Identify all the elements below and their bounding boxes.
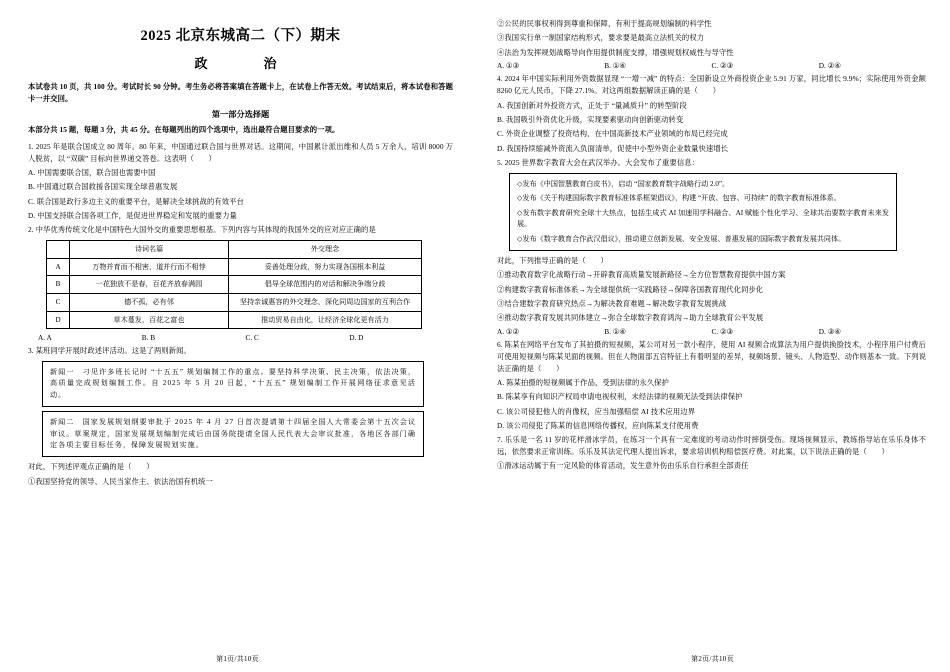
question-4-stem: 4. 2024 年中国实际利用外资数据显现 “一增一减” 的特点：全国新设立外商投资企业 5.91 万家，同比增长 9.9%；实际使用外资金额 8260 亿元人民币，下降 27.1%。对这两组数据解读正确的是（ ） — [497, 74, 926, 96]
question-5-tail: 对此，下列推导正确的是（ ） — [497, 256, 608, 266]
table-row — [47, 276, 422, 294]
question-1-option-b: B. 中国通过联合国救援各国实现全球普惠发展 — [28, 182, 178, 192]
question-3-news-1 — [42, 361, 424, 407]
question-2-stem: 2. 中华优秀传统文化是中国特色大国外交的重要思想根基。下列内容与其体现的我国外交的应对应正确的是 — [28, 225, 376, 235]
news-2-text: 新闻二 国家发展规划纲要审批于 2025 年 4 月 27 日首次提请第十四届全国人大常委会第十五次会议审议。草案规定，国家发展规划编制完成后由国务院提请全国人民代表大会审议批准，各地区各部门确定各项主要目标任务，保障发展规划实施。 — [50, 418, 416, 449]
question-3-option-c: C. ②③ — [711, 61, 734, 71]
page-column-right — [475, 0, 950, 672]
row-label: D — [47, 311, 70, 329]
subject-title: 政 治 — [194, 56, 287, 71]
question-6-stem: 6. 陈某在网络平台发布了其拍摄的短视频，某公司对另一款小程序，使用 AI 视频合成算法为用户提供换脸技术，小程序用户付费后可使用短视频与陈某见面的视频。但在人物面部五官特征上有着明显的差异，视频场景、镜头、人物造型、动作则基本一致。下列说法正确的是（ ） — [497, 340, 927, 373]
question-5-material-box — [509, 173, 897, 251]
row-poem: 万物并育而不相害，道并行而不相悖 — [70, 258, 229, 276]
row-idea: 坚持亲诚惠容的外交理念，深化同周边国家的互利合作 — [229, 294, 422, 312]
question-5-option-c: C. ②③ — [711, 327, 734, 337]
question-6-option-a: A. 陈某拍摄的短视频属于作品，受到法律的永久保护 — [497, 378, 669, 388]
question-2-table — [46, 240, 422, 329]
question-3-item-3: ③我国实行单一制国家结构形式，要求要是最高立法机关的权力 — [497, 33, 705, 43]
question-3-tail: 对此，下列述评观点正确的是（ ） — [28, 462, 154, 472]
question-4-option-b: B. 我国吸引外资优化升级，实现要素驱动向创新驱动转变 — [497, 114, 684, 124]
question-5-option-b: B. ①④ — [604, 327, 626, 337]
material-line-3: ◇发布数字教育研究全球十大热点，包括生成式 AI 加速用学科融合、AI 赋能个性化学习、全球共治要数字教育未来发展。 — [517, 208, 889, 229]
question-2-option-c: C. C — [245, 333, 259, 343]
question-5-item-4: ④推动数字教育发展共同体建立→弥合全球数字教育鸿沟→助力全球教育公平发展 — [497, 313, 764, 323]
question-4-option-c: C. 外资企业调整了投资结构，在中国高新技术产业领域的布局已经完成 — [497, 129, 728, 139]
question-3-news-2 — [42, 411, 424, 457]
question-5-item-2: ②构建数字教育标准体系→为全球提供统一实践路径→保障各国教育现代化同步化 — [497, 284, 764, 294]
table-row — [47, 258, 422, 276]
row-label: A — [47, 258, 70, 276]
question-3-options — [497, 61, 926, 70]
material-line-1: ◇发布《中国智慧教育白皮书》，启动 “国家教育数字战略行动 2.0”。 — [517, 179, 730, 188]
question-3-item-1: ①我国坚持党的领导、人民当家作主、依法治国有机统一 — [28, 476, 213, 486]
question-5-item-1: ①推动教育数字化战略行动→开辟教育高质量发展新路径→全方位智慧教育提供中国方案 — [497, 270, 786, 280]
question-1-option-a: A. 中国需要联合国，联合国也需要中国 — [28, 168, 156, 178]
table-header-label — [47, 241, 70, 259]
question-6-option-c: C. 该公司侵犯他人的肖像权，应当加强赔偿 AI 技术应用边界 — [497, 406, 696, 416]
question-3-option-a: A. ①③ — [497, 61, 520, 71]
question-5-options — [497, 327, 926, 336]
table-row — [47, 311, 422, 329]
table-header-poem: 诗词名篇 — [70, 241, 229, 259]
question-7-stem: 7. 乐乐是一名 11 岁的花样滑冰学员，在练习一个具有一定难度的考动动作时摔倒受伤。现场视频显示，教练指导站在乐乐身体不远，依然要求正常训练。乐乐及其法定代理人提出诉求，要求培训机构赔偿医疗费。对此案，以下说法正确的是（ ） — [497, 435, 926, 457]
page-footer-right: 第2页/共10页 — [691, 655, 734, 663]
question-2-options — [28, 333, 453, 342]
section-one-title: 第一部分选择题 — [211, 109, 270, 119]
question-3-item-4: ④法治为发挥规划战略导向作用提供制度支撑，增强规划权威性与导守性 — [497, 47, 734, 57]
question-3-option-b: B. ①④ — [604, 61, 626, 71]
question-3-stem: 3. 某班同学开展时政述评活动。这是了两则新闻。 — [28, 346, 191, 356]
question-2-option-d: D. D — [349, 333, 364, 343]
question-3-item-2: ②公民的民事权利得到尊重和保障，有利于提高规划编制的科学性 — [497, 19, 712, 28]
question-2-option-a: A. A — [38, 333, 52, 343]
question-5-option-a: A. ①② — [497, 327, 520, 337]
question-4-option-a: A. 我国创新对外投资方式，正处于 “量减质升” 的转型阶段 — [497, 100, 687, 110]
row-poem: 草木蔓发，百花之富也 — [70, 311, 229, 329]
section-one-note: 本部分共 15 题，每题 3 分，共 45 分。在每题列出的四个选项中，选出最符合题目要求的一项。 — [28, 124, 340, 134]
question-1-stem: 1. 2025 年是联合国成立 80 周年。80 年来，中国通过联合国与世界对话。这期间，中国累计派出维和人员 5 万余人，培训 8000 万人脱贫，以 “双碳” 目标向世界递交答卷。这表明（ ） — [28, 141, 453, 163]
question-6-option-b: B. 陈某享有向知识产权局申请电视权利，未经法律的视频无法受到法律保护 — [497, 392, 743, 402]
exam-instructions: 本试卷共 10 页，共 100 分。考试时长 90 分钟。考生务必将答案填在答题卡上，在试卷上作答无效。考试结束后，将本试卷和答题卡一并交回。 — [28, 82, 453, 103]
row-idea: 推动贸易自由化，让经济全球化更有活力 — [229, 311, 422, 329]
row-idea: 妥善处理分歧，努力实现各国根本利益 — [229, 258, 422, 276]
question-2-option-b: B. B — [141, 333, 156, 343]
row-poem: 一花独放不是春，百花齐放春满园 — [70, 276, 229, 294]
row-label: C — [47, 294, 70, 312]
material-line-2: ◇发布《关于构建国际数字教育标准体系框架倡议》，构建 “开放、包容、可持续” 的数字教育标准体系。 — [517, 194, 841, 203]
question-1-option-d: D. 中国支持联合国各项工作，是促进世界稳定和发展的重要力量 — [28, 211, 237, 220]
question-5-item-3: ③结合建数字教育研究热点→为解决教育难题→解决数字教育发展挑战 — [497, 298, 727, 308]
question-6-option-d: D. 该公司侵犯了陈某的信息网络传播权，应向陈某支付使用费 — [497, 420, 699, 430]
question-3-option-d: D. ②④ — [818, 61, 841, 71]
question-1-option-c: C. 联合国是政行多边主义的重要平台，是解决全球挑战的有效平台 — [28, 196, 244, 206]
page-title: 2025 北京东城高二（下）期末 — [140, 28, 341, 44]
table-row — [47, 294, 422, 312]
question-5-stem: 5. 2025 世界数字教育大会在武汉举办。大会发布了重要信息： — [497, 157, 700, 167]
material-line-4: ◇发布《数字教育合作武汉倡议》，推动建立创新发展、安全发展、普惠发展的国际数字教育发展共同体。 — [517, 234, 846, 243]
table-header-idea: 外交理念 — [229, 241, 422, 259]
question-7-item-1: ①滑冰运动属于有一定风险的体育活动，发生意外伤由乐乐自行承担全部责任 — [497, 461, 749, 471]
page-footer-left: 第1页/共10页 — [216, 655, 259, 663]
table-header-row — [47, 241, 422, 259]
news-1-text: 新闻一 刁见许多班长记时 “十五五” 规划编制工作的重点。要坚持科学决策、民主决策，依法决策，高质量完成规划编制工作。自 2025 年 5 月 20 日起，“十五五” 规划编制工作开展网络征求意见活动。 — [50, 368, 416, 399]
question-4-option-d: D. 我国持续缩减外资流入负面清单，促使中小型外资企业数量快速增长 — [497, 143, 729, 153]
question-5-option-d: D. ③④ — [818, 327, 841, 337]
row-label: B — [47, 276, 70, 294]
row-poem: 德不孤，必有邻 — [70, 294, 229, 312]
row-idea: 倡导全球范围内的对话和解决争端分歧 — [229, 276, 422, 294]
